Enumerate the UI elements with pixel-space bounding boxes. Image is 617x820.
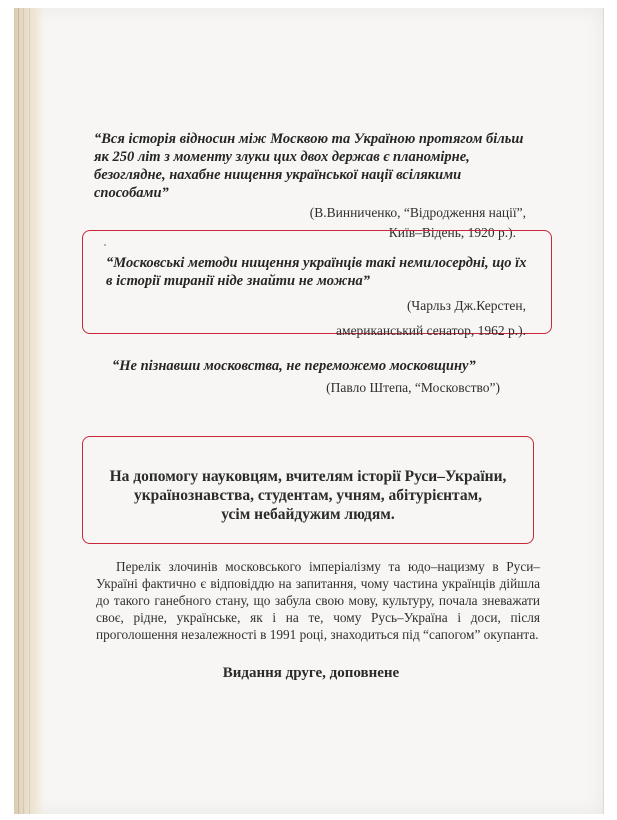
spine-crease [29, 8, 30, 814]
epigraph-attribution-line: американський сенатор, 1962 р.). [336, 323, 526, 338]
epigraph-attribution-line: (Чарльз Дж.Керстен, [406, 298, 526, 313]
spine-crease [18, 8, 19, 814]
epigraph-attribution-line: (Павло Штепа, “Московство”) [326, 380, 500, 395]
epigraph-shtepa [112, 357, 522, 397]
epigraph-attribution-line: Київ–Відень, 1920 р.). [388, 225, 516, 240]
paper-sheet [14, 8, 604, 814]
dedication [92, 467, 524, 524]
annotation-paragraph: Перелік злочинів московського імперіалізму та юдо–нацизму в Руси–Україні фактично є відповіддю на запитання, чому частина українців дійшла до такого ганебного стану, що забула свою мову, культуру, почала зневажати своє, рідне, українське, як і на те, чому Русь–Україна і доси, після проголошення незалежності в 1991 році, знаходиться під “сапогом” окупанта. [96, 559, 540, 642]
spine-crease [23, 8, 24, 814]
dedication-line: українознавства, студентам, учням, абітурієнтам, [133, 487, 483, 504]
print-speck [104, 244, 106, 246]
dedication-line: На допомогу науковцям, вчителям історії Руси–України, [109, 468, 507, 485]
dedication-line: усім небайдужим людям. [221, 506, 395, 523]
epigraph-kersten [106, 254, 536, 340]
edition-note: Видання друге, доповнене [222, 665, 400, 681]
epigraph-attribution-line: (В.Винниченко, “Відродження нації”, [309, 205, 526, 220]
epigraph-quote-text: “Московські методи нищення українців такі немилосердні, що їх в історії тиранії ніде знайти не можна” [106, 255, 527, 289]
epigraph-quote-text: “Вся історія відносин між Москвою та Україною протягом більш як 250 літ з моменту злуки цих двох держав є планомірне, безоглядне, нахабне нищення української нації всілякими способами” [94, 131, 524, 201]
epigraph-vynnychenko [94, 130, 536, 242]
epigraph-quote-text: “Не пізнавши московства, не переможемо московщину” [112, 358, 476, 374]
